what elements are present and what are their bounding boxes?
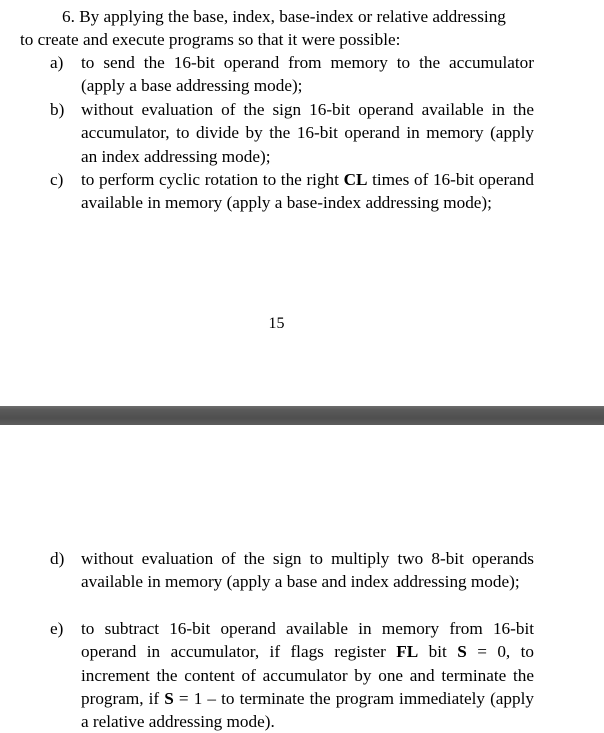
register-fl: FL: [396, 642, 419, 662]
flag-s: S: [457, 642, 467, 662]
item-label: d): [50, 549, 65, 568]
item-text: [81, 168, 534, 215]
item-text-part: bit: [418, 642, 458, 662]
item-label: b): [50, 100, 65, 119]
item-text: [81, 617, 534, 733]
question-intro-line-2: to create and execute programs so that it were possible:: [20, 30, 401, 50]
item-text-part: = 1 – to terminate the program immediately (apply a relative addressing mode).: [81, 688, 534, 732]
item-text: without evaluation of the sign 16-bit operand available in the accumulator, to divide by the 16-bit operand in memory (apply an index addressing mode);: [81, 100, 534, 166]
item-text-part: to perform cyclic rotation to the right: [81, 170, 344, 189]
item-label: a): [50, 53, 64, 72]
question-intro-line-1: [20, 5, 534, 28]
list-item-a: [50, 51, 534, 98]
list-item-c: [50, 168, 534, 215]
question-intro: [20, 5, 534, 52]
list-item-d: [50, 547, 534, 594]
item-text: to send the 16-bit operand from memory to the accumulator (apply a base addressing mode);: [81, 53, 534, 96]
item-text: without evaluation of the sign to multiply two 8-bit operands available in memory (apply a base and index addressing mode);: [81, 549, 534, 592]
question-intro-text-1: By applying the base, index, base-index or relative addressing: [79, 7, 506, 26]
item-label: e): [50, 619, 64, 638]
item-label: c): [50, 170, 64, 189]
item-text-part: = 0, to increment the content of accumulator by one and terminate the program, if: [81, 642, 534, 708]
register-cl: CL: [343, 170, 368, 189]
page-number: 15: [268, 315, 285, 332]
item-text-part: to subtract 16-bit operand available in memory from 16-bit operand in accumulator, if flags register: [81, 619, 534, 662]
list-item-e: [50, 617, 534, 733]
list-item-b: [50, 98, 534, 168]
flag-s: S: [164, 688, 174, 708]
page-separator: [0, 406, 604, 425]
item-text-part: times of 16-bit operand available in memory (apply a base-index addressing mode);: [81, 170, 534, 213]
question-number: 6.: [62, 7, 75, 26]
